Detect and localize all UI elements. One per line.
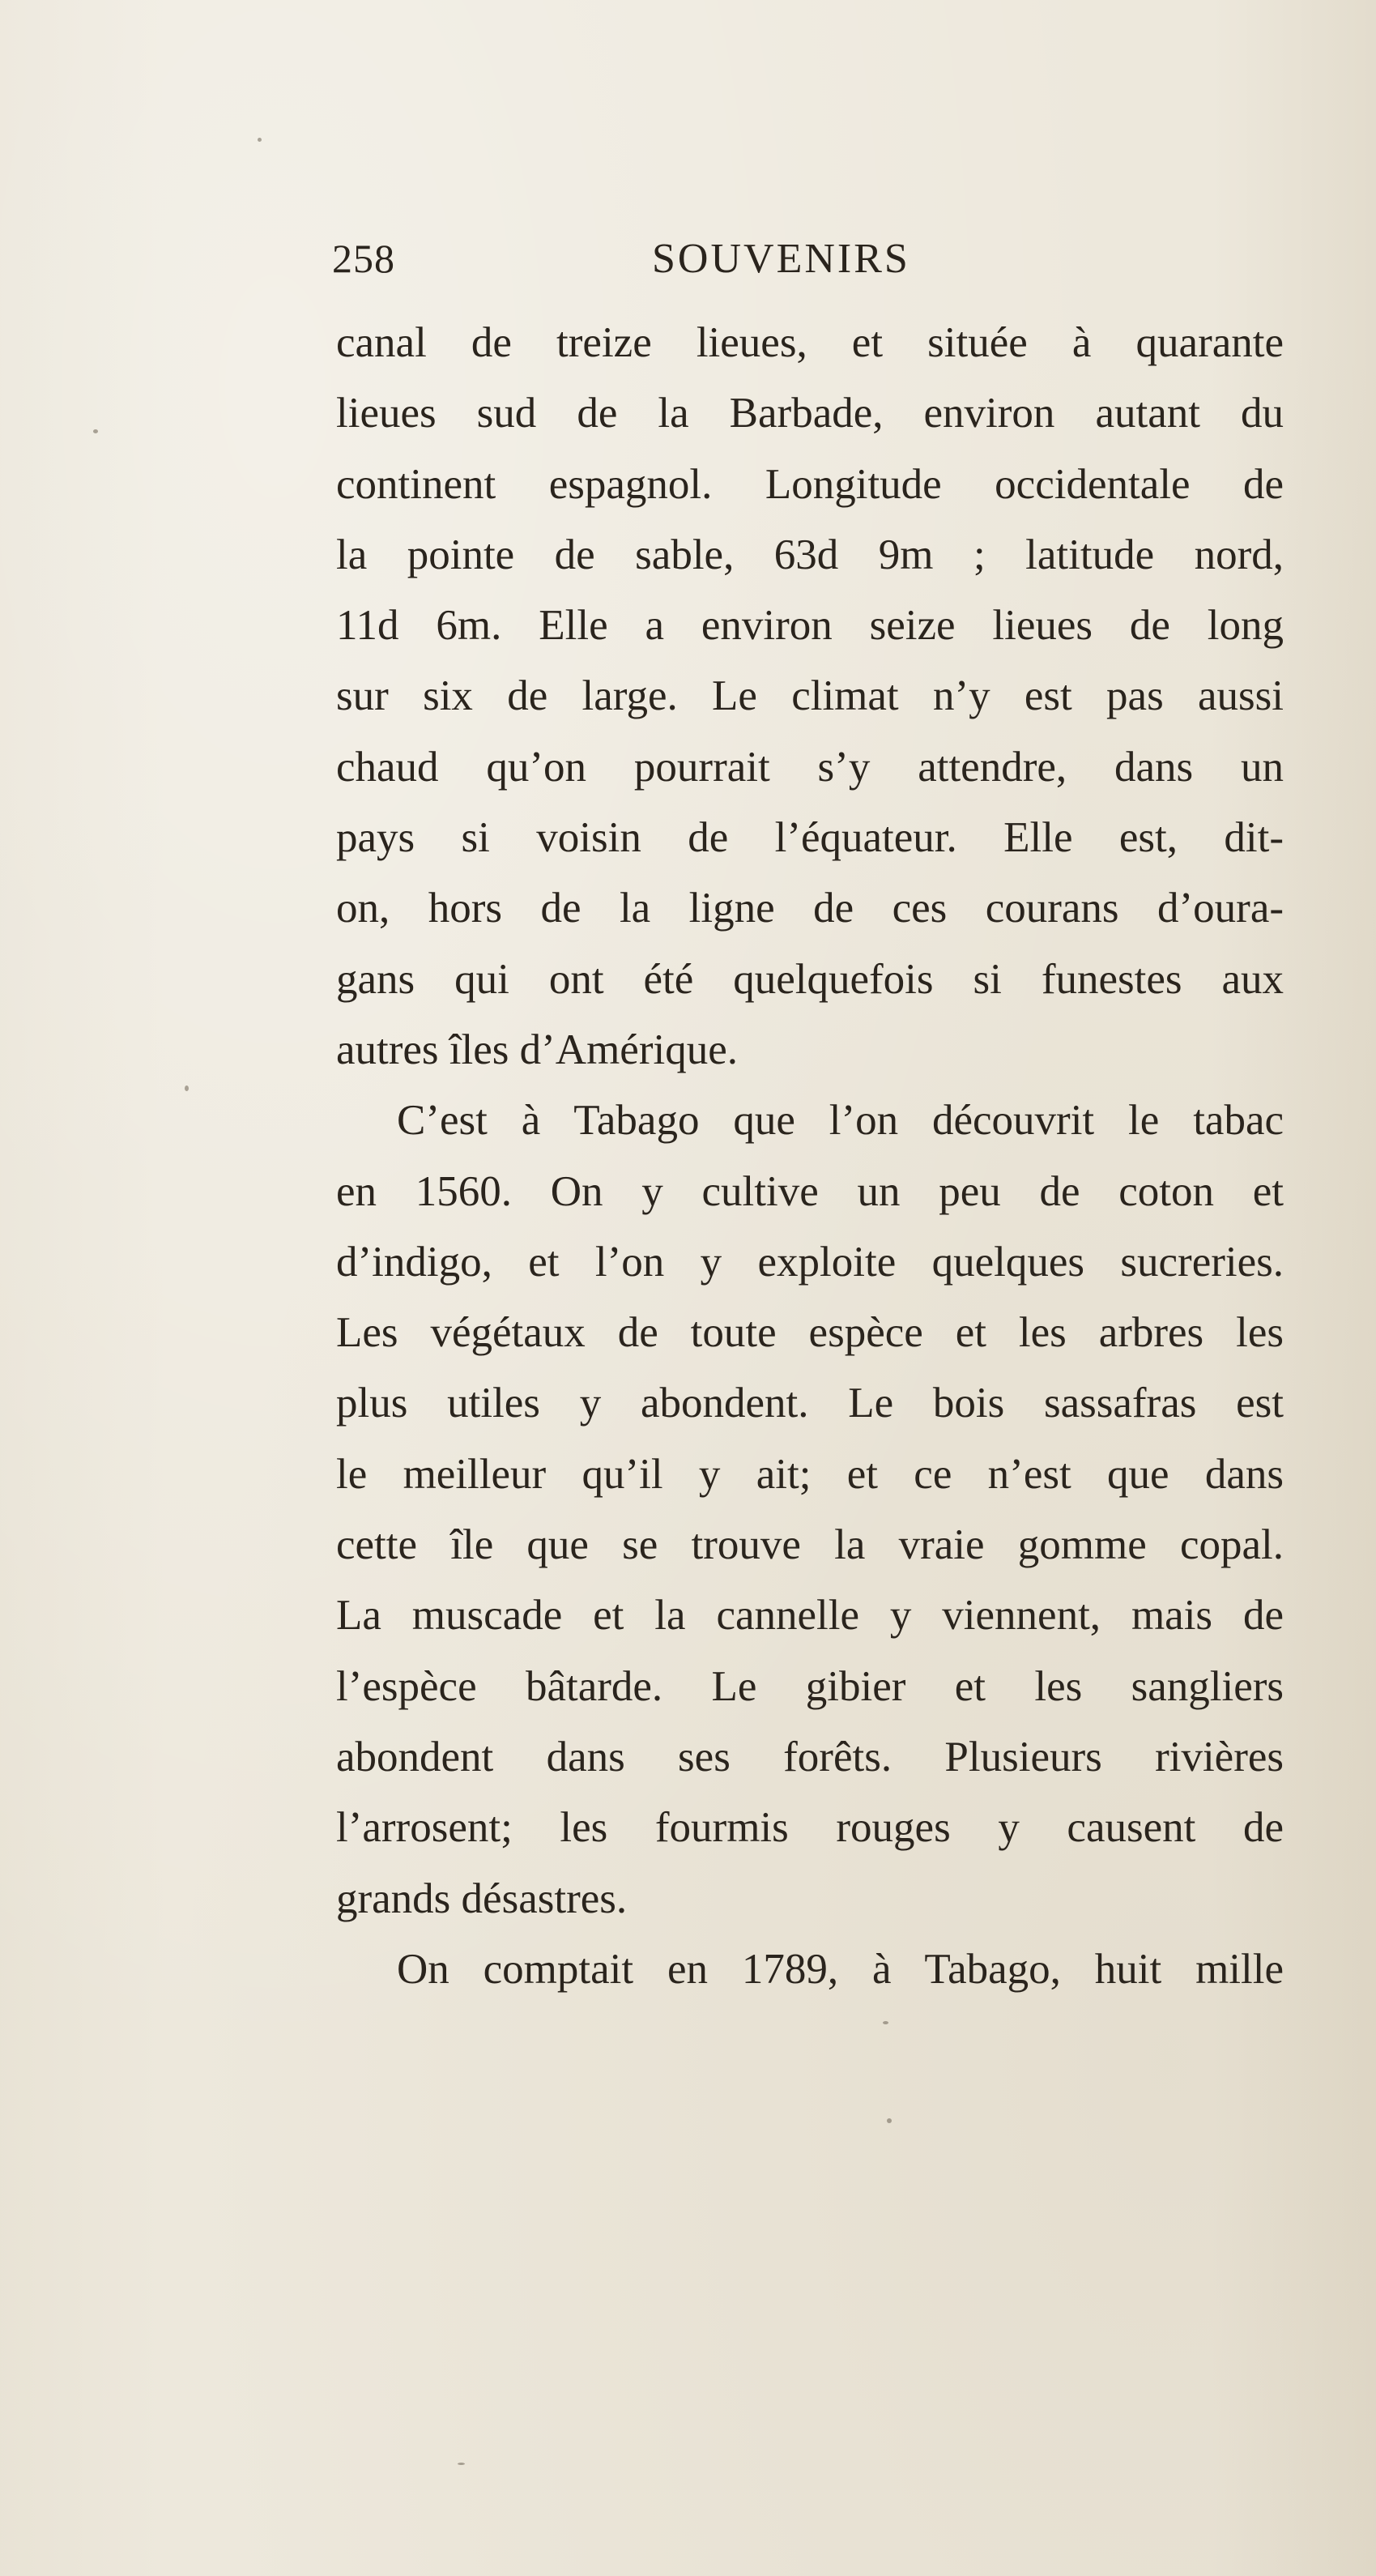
paragraph-start-line: C’est à Tabago que l’on découvrit le tabac: [397, 1097, 1284, 1145]
text-line: abondent dans ses forêts. Plusieurs rivières: [336, 1733, 1284, 1781]
text-line: le meilleur qu’il y ait; et ce n’est que dans: [336, 1450, 1284, 1498]
page-number: 258: [332, 236, 395, 281]
text-line: sur six de large. Le climat n’y est pas aussi: [336, 672, 1284, 720]
text-line: La muscade et la cannelle y viennent, mais de: [336, 1592, 1284, 1640]
text-line: la pointe de sable, 63d 9m ; latitude nord,: [336, 531, 1284, 578]
text-line: lieues sud de la Barbade, environ autant du: [336, 390, 1284, 437]
paragraph-end-line: autres îles d’Amérique.: [336, 1026, 738, 1073]
running-head: [332, 235, 1280, 292]
text-line: canal de treize lieues, et située à quarante: [336, 319, 1284, 366]
text-line: pays si voisin de l’équateur. Elle est, dit-: [336, 814, 1284, 862]
text-line: chaud qu’on pourrait s’y attendre, dans un: [336, 743, 1284, 791]
paper-speck: [93, 429, 98, 433]
body-text: [336, 308, 1284, 2005]
paragraph-end-line: grands désastres.: [336, 1874, 628, 1922]
text-line: en 1560. On y cultive un peu de coton et: [336, 1167, 1284, 1215]
paper-speck: [887, 2118, 892, 2123]
text-line: Les végétaux de toute espèce et les arbres les: [336, 1309, 1284, 1357]
text-line: on, hors de la ligne de ces courans d’oura-: [336, 885, 1284, 932]
paper-speck: [458, 2463, 465, 2465]
text-line: 11d 6m. Elle a environ seize lieues de long: [336, 602, 1284, 650]
text-line: l’espèce bâtarde. Le gibier et les sangliers: [336, 1662, 1284, 1710]
text-line: plus utiles y abondent. Le bois sassafras est: [336, 1380, 1284, 1427]
running-title: SOUVENIRS: [652, 236, 910, 282]
text-line: d’indigo, et l’on y exploite quelques sucreries.: [336, 1238, 1284, 1286]
text-line: continent espagnol. Longitude occidentale de: [336, 460, 1284, 508]
text-line: gans qui ont été quelquefois si funestes aux: [336, 955, 1284, 1003]
paper-speck: [185, 1085, 189, 1091]
paper-speck: [258, 138, 262, 142]
paragraph-start-line: On comptait en 1789, à Tabago, huit mille: [397, 1945, 1284, 1993]
paper-speck: [883, 2021, 888, 2024]
text-line: cette île que se trouve la vraie gomme copal.: [336, 1521, 1284, 1569]
text-line: l’arrosent; les fourmis rouges y causent de: [336, 1804, 1284, 1852]
